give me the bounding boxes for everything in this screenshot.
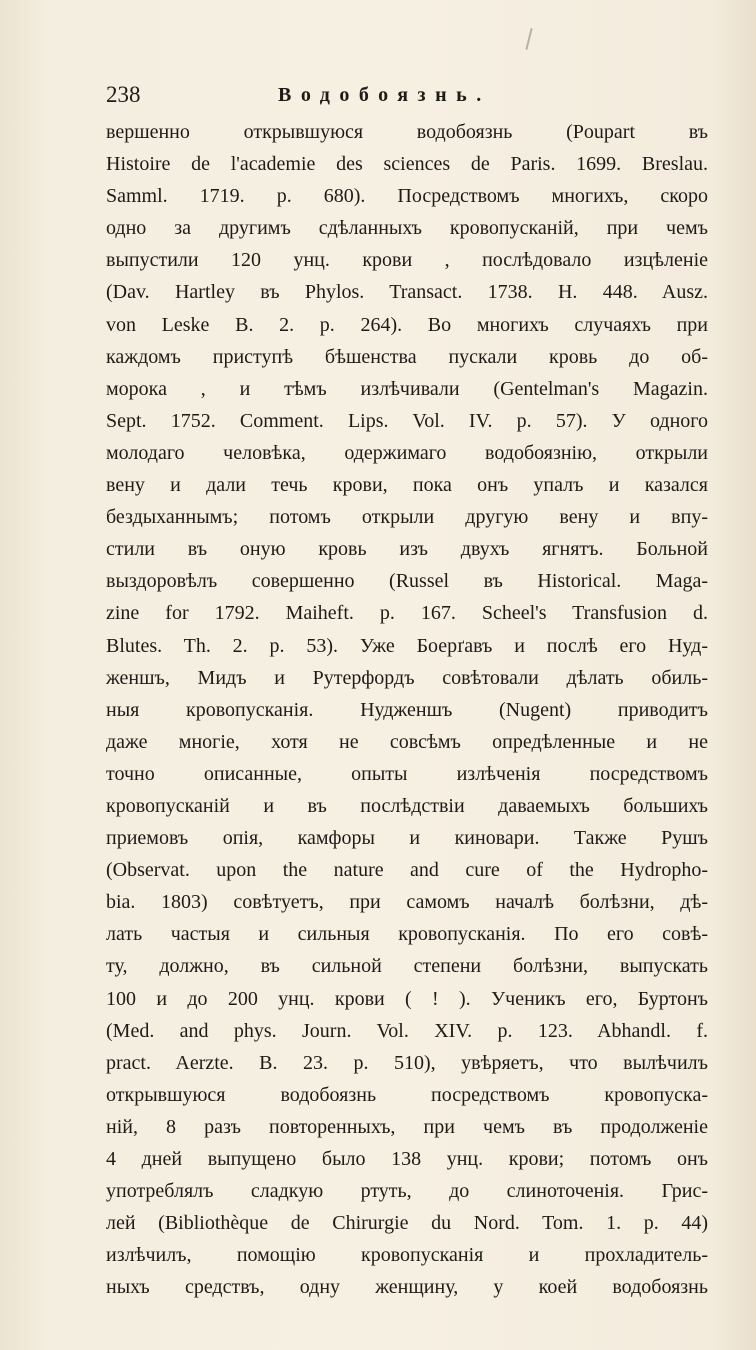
text-line: von Leske B. 2. p. 264). Во многихъ случаяхъ при — [106, 313, 708, 336]
text-line: Samml. 1719. p. 680). Посредствомъ многихъ, скоро — [106, 185, 708, 208]
text-line: Blutes. Th. 2. p. 53). Уже Боерґавъ и послѣ его Нуд- — [106, 634, 708, 657]
page-number: 238 — [106, 82, 141, 107]
text-line: женшъ, Мидъ и Рутерфордъ совѣтовали дѣлать обиль- — [106, 666, 708, 689]
text-line: вершенно открывшуюся водобоязнь (Poupart въ — [106, 121, 708, 143]
text-line: ту, должно, въ сильной степени болѣзни, выпускать — [106, 955, 708, 978]
text-line: излѣчилъ, помощію кровопусканія и прохладитель- — [106, 1244, 708, 1267]
body-text — [106, 116, 708, 1303]
text-line: точно описанные, опыты излѣченія посредствомъ — [106, 762, 708, 785]
text-line: ныя кровопусканія. Нудженшъ (Nugent) приводитъ — [106, 698, 708, 721]
text-line: вену и дали течь крови, пока онъ упалъ и казался — [106, 474, 708, 497]
text-line: (Med. and phys. Journ. Vol. XIV. p. 123. Abhandl. f. — [106, 1019, 708, 1042]
text-line: лей (Bibliothèque de Chirurgie du Nord. Tom. 1. p. 44) — [106, 1212, 708, 1235]
text-line: ныхъ средствъ, одну женщину, у коей водобоязнь — [106, 1276, 708, 1299]
pencil-mark — [525, 28, 532, 50]
text-line: pract. Aerzte. B. 23. p. 510), увѣряетъ, что вылѣчилъ — [106, 1051, 708, 1074]
text-line: употреблялъ сладкую ртуть, до слиноточенія. Грис- — [106, 1180, 708, 1203]
text-line: 100 и до 200 унц. крови ( ! ). Ученикъ его, Буртонъ — [106, 987, 708, 1010]
text-line: ній, 8 разъ повторенныхъ, при чемъ въ продолженіе — [106, 1115, 708, 1138]
text-line: выздоровѣлъ совершенно (Russel въ Historical. Maga- — [106, 570, 708, 593]
text-line: стили въ оную кровь изъ двухъ ягнятъ. Больной — [106, 538, 708, 561]
text-line: Sept. 1752. Comment. Lips. Vol. IV. p. 57). У одного — [106, 409, 708, 432]
text-line: Histoire de l'academie des sciences de Paris. 1699. Breslau. — [106, 153, 708, 176]
text-line: выпустили 120 унц. крови , послѣдовало изцѣленіе — [106, 249, 708, 272]
text-line: лать частыя и сильныя кровопусканія. По его совѣ- — [106, 923, 708, 946]
text-line: 4 дней выпущено было 138 унц. крови; потомъ онъ — [106, 1148, 708, 1170]
text-line: (Observat. upon the nature and cure of the Hydropho- — [106, 859, 708, 882]
text-line: молодаго человѣка, одержимаго водобоязнію, открыли — [106, 441, 708, 464]
page-header — [106, 80, 706, 110]
text-line: морока , и тѣмъ излѣчивали (Gentelman's Magazin. — [106, 377, 708, 400]
text-line: каждомъ приступѣ бѣшенства пускали кровь до об- — [106, 345, 708, 368]
text-line: (Dav. Hartley въ Phylos. Transact. 1738. H. 448. Ausz. — [106, 281, 708, 304]
text-line: zine for 1792. Maiheft. p. 167. Scheel's Transfusion d. — [106, 602, 708, 625]
text-line: даже многіе, хотя не совсѣмъ опредѣленные и не — [106, 730, 708, 753]
text-line: одно за другимъ сдѣланныхъ кровопусканій, при чемъ — [106, 217, 708, 240]
text-line: бездыханнымъ; потомъ открыли другую вену и впу- — [106, 506, 708, 529]
text-line: открывшуюся водобоязнь посредствомъ кровопуска- — [106, 1083, 708, 1106]
running-title: Водобоязнь. — [278, 84, 491, 106]
text-line: приемовъ опія, камфоры и киновари. Также Рушъ — [106, 827, 708, 850]
text-line: кровопусканій и въ послѣдствіи даваемыхъ большихъ — [106, 794, 708, 817]
text-line: bia. 1803) совѣтуетъ, при самомъ началѣ болѣзни, дѣ- — [106, 891, 708, 914]
